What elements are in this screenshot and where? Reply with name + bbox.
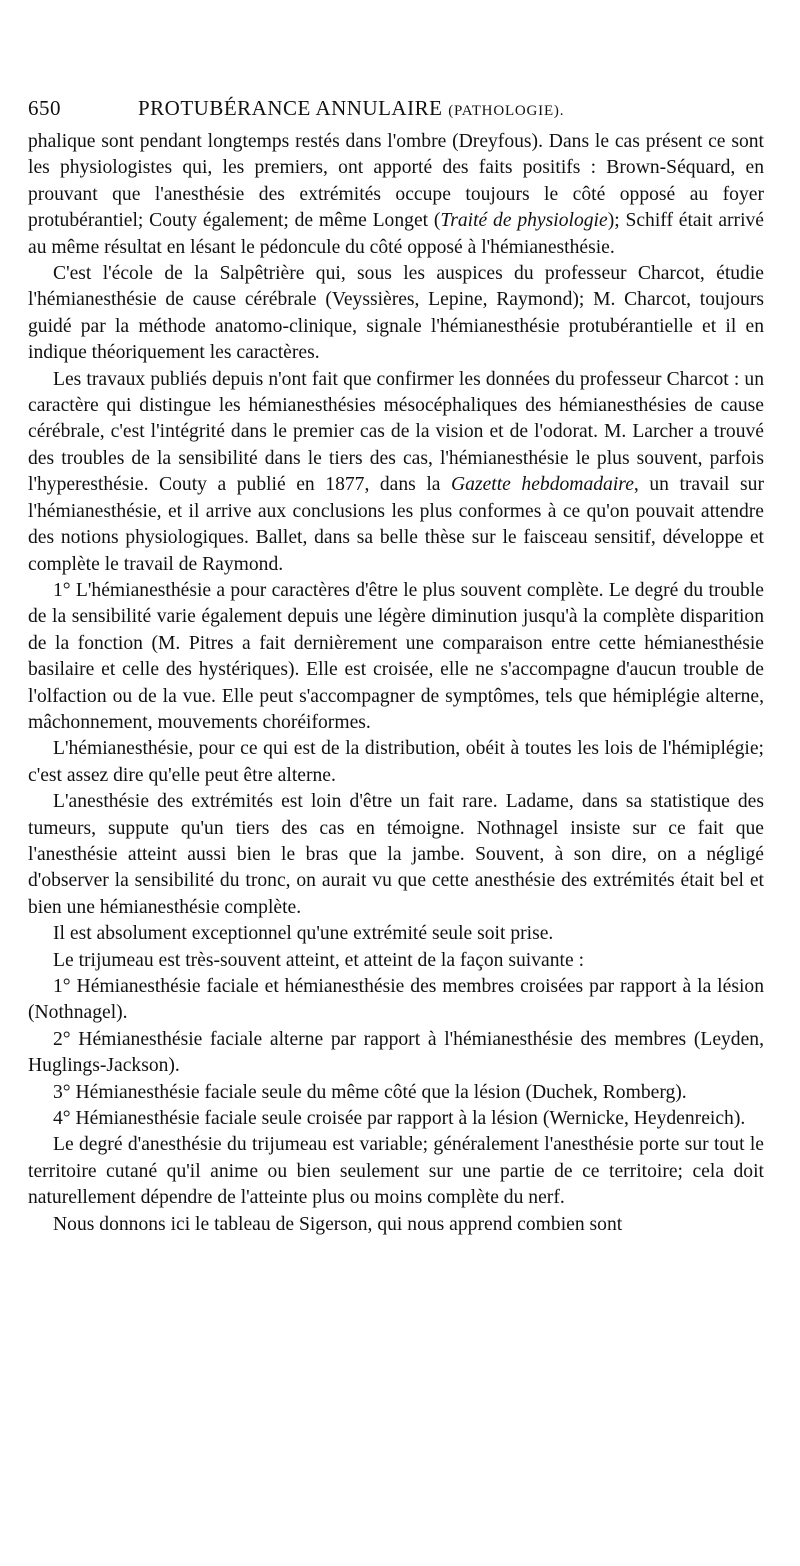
paragraph [28,1132,764,1211]
text-run: phalique sont pendant longtemps restés dans l'ombre (Dreyfous). Dans le cas présent ce sont les physiologistes qui, les premiers, ont apporté des faits positifs : Brown-Séquard, en prouvant que l'anesthésie des extrémités occupe toujours le côté opposé au foyer protubérantiel; Couty également; de même Longet ( [28,131,764,232]
text-run: 2° Hémianesthésie faciale alterne par rapport à l'hémianesthésie des membres (Leyden, Huglings-Jackson). [28,1028,764,1077]
text-run: Nous donnons ici le tableau de Sigerson, qui nous apprend combien sont [53,1213,623,1235]
paragraph [28,736,764,789]
text-run: 4° Hémianesthésie faciale seule croisée par rapport à la lésion (Wernicke, Heydenreich). [53,1108,746,1130]
paragraph [28,921,764,947]
page-number: 650 [28,96,61,120]
paragraph [28,129,764,261]
paragraph [28,1027,764,1080]
body-text [28,129,764,1238]
text-run: 1° Hémianesthésie faciale et hémianesthésie des membres croisées par rapport à la lésion (Nothnagel). [28,976,764,1024]
paragraph [28,1212,764,1238]
paragraph [28,789,764,921]
text-run: ); Schiff était arrivé au même résultat en lésant le pédoncule du côté opposé à l'hémianesthésie. [28,210,765,258]
text-run: Il est absolument exceptionnel qu'une extrémité seule soit prise. [53,923,554,945]
running-title [138,96,764,121]
text-run: L'anesthésie des extrémités est loin d'être un fait rare. Ladame, dans sa statistique des tumeurs, suppute qu'un tiers des cas en témoigne. Nothnagel insiste sur ce fait que l'anesthésie atteint aussi bien le bras que la jambe. Souvent, à son dire, on a négligé d'observer la sensibilité du tronc, on aurait vu que cette anesthésie des extrémités était bel et bien une hémianesthésie complète. [28,791,764,918]
paragraph [28,1080,764,1106]
paragraph [28,948,764,974]
text-run: , un travail sur l'hémianesthésie, et il arrive aux conclusions les plus conformes à ce qu'on pouvait attendre des notions physiologiques. Ballet, dans sa belle thèse sur le faisceau sensitif, développe et complète le travail de Raymond. [28,474,764,575]
text-run: Les travaux publiés depuis n'ont fait que confirmer les données du professeur Charcot : un caractère qui distingue les hémianesthésies mésocéphaliques des hémianesthésies de cause cérébrale, c'est l'intégrité dans le premier cas de la vision et de l'odorat. M. Larcher a trouvé des troubles de la sensibilité dans le tiers des cas, l'hémianesthésie le plus souvent, parfois l'hyperesthésie. Couty a publié en 1877, dans la [28,368,764,496]
text-run: L'hémianesthésie, pour ce qui est de la distribution, obéit à toutes les lois de l'hémiplégie; c'est assez dire qu'elle peut être alterne. [28,738,764,786]
page-header [28,96,764,121]
paragraph [28,974,764,1027]
text-run: Le degré d'anesthésie du trijumeau est variable; généralement l'anesthésie porte sur tout le territoire cutané qu'il anime ou bien seulement sur une partie de ce territoire; cela doit naturellement dépendre de l'atteinte plus ou moins complète du nerf. [28,1134,764,1209]
book-page [28,96,764,1238]
italic-title: Traité de physiologie [440,210,608,232]
paragraph [28,1106,764,1132]
paragraph [28,367,764,578]
text-run: Le trijumeau est très-souvent atteint, et atteint de la façon suivante : [53,949,585,971]
paragraph [28,261,764,367]
italic-title: Gazette hebdomadaire [451,474,634,496]
paragraph [28,578,764,736]
text-run: C'est l'école de la Salpêtrière qui, sous les auspices du professeur Charcot, étudie l'hémianesthésie de cause cérébrale (Veyssières, Lepine, Raymond); M. Charcot, toujours guidé par la méthode anatomo-clinique, signale l'hémianesthésie protubérantielle et il en indique théoriquement les caractères. [28,263,764,364]
running-title-section: (PATHOLOGIE). [448,103,565,119]
text-run: 1° L'hémianesthésie a pour caractères d'être le plus souvent complète. Le degré du trouble de la sensibilité varie également depuis une légère diminution jusqu'à la complète disparition de la fonction (M. Pitres a fait dernièrement une comparaison entre cette hémianesthésie basilaire et celle des hystériques). Elle est croisée, elle ne s'accompagne d'aucun trouble de l'olfaction ou de la vue. Elle peut s'accompagner de symptômes, tels que hémiplégie alterne, mâchonnement, mouvements choréiformes. [28,579,764,733]
text-run: 3° Hémianesthésie faciale seule du même côté que la lésion (Duchek, Romberg). [53,1081,687,1103]
running-title-main: PROTUBÉRANCE ANNULAIRE [138,96,443,120]
